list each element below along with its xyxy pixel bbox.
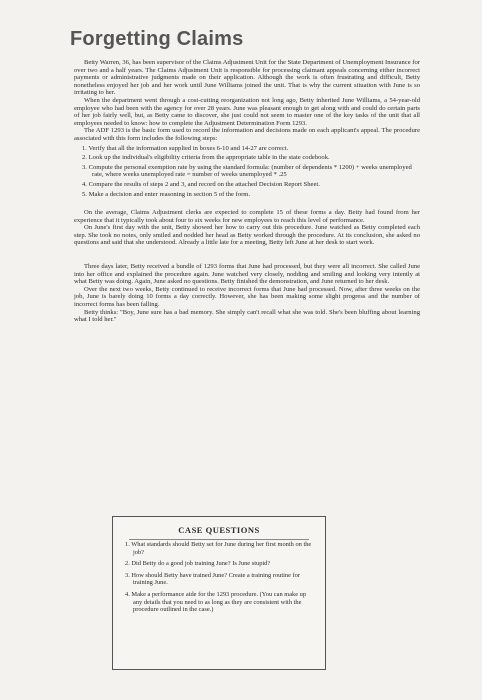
procedure-steps [82, 145, 420, 199]
procedure-step: 5. Make a decision and enter reasoning in section 5 of the form. [82, 190, 251, 198]
page-title: Forgetting Claims [70, 28, 244, 50]
intro-paragraph: When the department went through a cost-cutting reorganization not long ago, Betty inherited June Williams, a 54-year-old employee who had been with the agency for over 28 years. June was pleasant enough to get along with and could do certain parts of her job fairly well, but, as Betty came to discover, she just could not seem to master one of the key tasks of the unit that all employees needed to know: how to complete the Adjustment Determination Form 1293. [74, 96, 420, 127]
procedure-step: 2. Look up the individual's eligibility criteria from the appropriate table in the state codebook. [82, 154, 330, 162]
case-question: 3. How should Betty have trained June? Create a training routine for training June. [125, 571, 300, 587]
body-paragraph: Three days later, Betty received a bundle of 1293 forms that June had processed, but they were all incorrect. She called June into her office and explained the procedure again. June watched very closely, nodding and smiling and looking very intently at what Betty was doing. Again, June asked no questions. Betty finished the demonstration, and June returned to her desk. [74, 263, 420, 286]
case-question: 4. Make a performance aide for the 1293 procedure. (You can make up any details that you need to as long as they are consistent with the procedure outlined in the case.) [125, 590, 307, 614]
body-paragraph: Betty thinks: "Boy, June sure has a bad memory. She simply can't recall what she was told. She's been bluffing about learning what I told her." [74, 308, 420, 324]
case-question: 1. What standards should Betty set for June during her first month on the job? [125, 541, 312, 556]
spacer [74, 247, 420, 263]
intro-paragraph: The ADF 1293 is the basic form used to record the information and decisions made on each applicant's appeal. The procedure associated with this form includes the following steps: [74, 127, 420, 142]
procedure-step: 1. Verify that all the information supplied in boxes 6-10 and 14-27 are correct. [82, 144, 289, 152]
intro-paragraph: Betty Warren, 36, has been supervisor of the Claims Adjustment Unit for the State Department of Unemployment Insurance for over two and a half years. The Claims Adjustment Unit is responsible for processing claimant appeals concerning either incorrect payments or administrative judgments made on their application. Although the work is often frustrating and difficult, Betty nonetheless enjoyed her job and her work until June Williams joined the unit. That is why the current situation with June is so irritating to her. [74, 59, 420, 97]
spacer [74, 201, 420, 209]
body-paragraph: Over the next two weeks, Betty continued to receive incorrect forms that June had processed. Now, after three weeks on the job, June is barely doing 10 forms a day correctly. However, she has been making some slight progress and the number of incorrect forms has been falling. [74, 285, 420, 309]
case-question: 2. Did Betty do a good job training June? Is June stupid? [125, 560, 271, 568]
case-question-list [125, 541, 313, 614]
body-paragraph: On June's first day with the unit, Betty showed her how to carry out this procedure. June watched as Betty completed each step. She took no notes, only smiled and nodded her head as Betty worked through the procedure. At its conclusion, she asked no questions and said that she understood. Already a little late for a meeting, Betty left June at her desk to start work. [74, 224, 420, 247]
case-questions-box [112, 516, 326, 670]
procedure-step: 3. Compute the personal exemption rate by using the standard formula: (number of dependents * 1200) + weeks unemployed rate, where weeks unemployed rate = number of weeks unemployed * .25 [82, 163, 412, 179]
case-questions-heading: CASE QUESTIONS [178, 525, 260, 535]
body-paragraph: On the average, Claims Adjustment clerks are expected to complete 15 of these forms a day. Betty had found from her experience that it typically took about four to six weeks for new employees to reach this level of performance. [74, 209, 420, 224]
procedure-step: 4. Compare the results of steps 2 and 3, and record on the attached Decision Report Sheet. [82, 180, 320, 188]
divider [129, 539, 309, 540]
